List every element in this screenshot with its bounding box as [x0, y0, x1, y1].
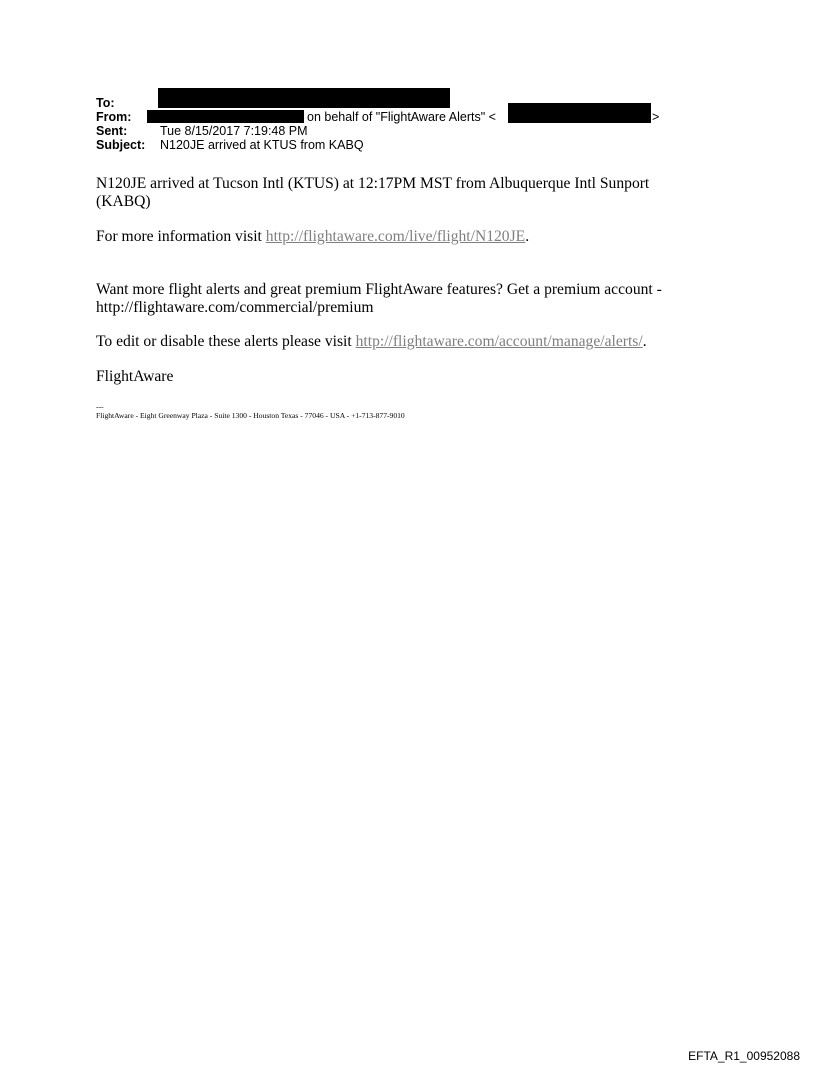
edit-alerts-line — [96, 333, 696, 351]
signature: FlightAware — [96, 368, 174, 385]
more-info-line — [96, 228, 696, 246]
from-label: From: — [96, 110, 132, 124]
subject-value: N120JE arrived at KTUS from KABQ — [160, 138, 364, 152]
to-redaction — [158, 88, 450, 108]
edit-suffix: . — [642, 333, 647, 350]
from-text: on behalf of "FlightAware Alerts" < — [307, 110, 496, 124]
subject-label: Subject: — [96, 138, 146, 152]
from-redaction-sender — [147, 110, 304, 123]
premium-message: Want more flight alerts and great premium FlightAware features? Get a premium account - http://flightaware.com/commercial/premium — [96, 281, 662, 316]
manage-alerts-link[interactable]: http://flightaware.com/account/manage/alerts/ — [355, 333, 643, 350]
footer-separator: --- — [96, 402, 104, 411]
document-id: EFTA_R1_00952088 — [688, 1049, 800, 1063]
from-close: > — [652, 110, 660, 124]
from-redaction-email — [508, 103, 651, 123]
sent-label: Sent: — [96, 124, 128, 138]
sent-value: Tue 8/15/2017 7:19:48 PM — [160, 124, 308, 138]
footer-address: FlightAware - Eight Greenway Plaza - Suite 1300 - Houston Texas - 77046 - USA - +1-713-877-9010 — [96, 411, 405, 420]
to-label: To: — [96, 96, 115, 110]
flight-link[interactable]: http://flightaware.com/live/flight/N120JE — [265, 228, 526, 245]
edit-prefix: To edit or disable these alerts please visit — [96, 333, 356, 350]
more-info-prefix: For more information visit — [96, 228, 266, 245]
more-info-suffix: . — [525, 228, 530, 245]
arrival-message: N120JE arrived at Tucson Intl (KTUS) at 12:17PM MST from Albuquerque Intl Sunport (KABQ) — [96, 175, 650, 210]
